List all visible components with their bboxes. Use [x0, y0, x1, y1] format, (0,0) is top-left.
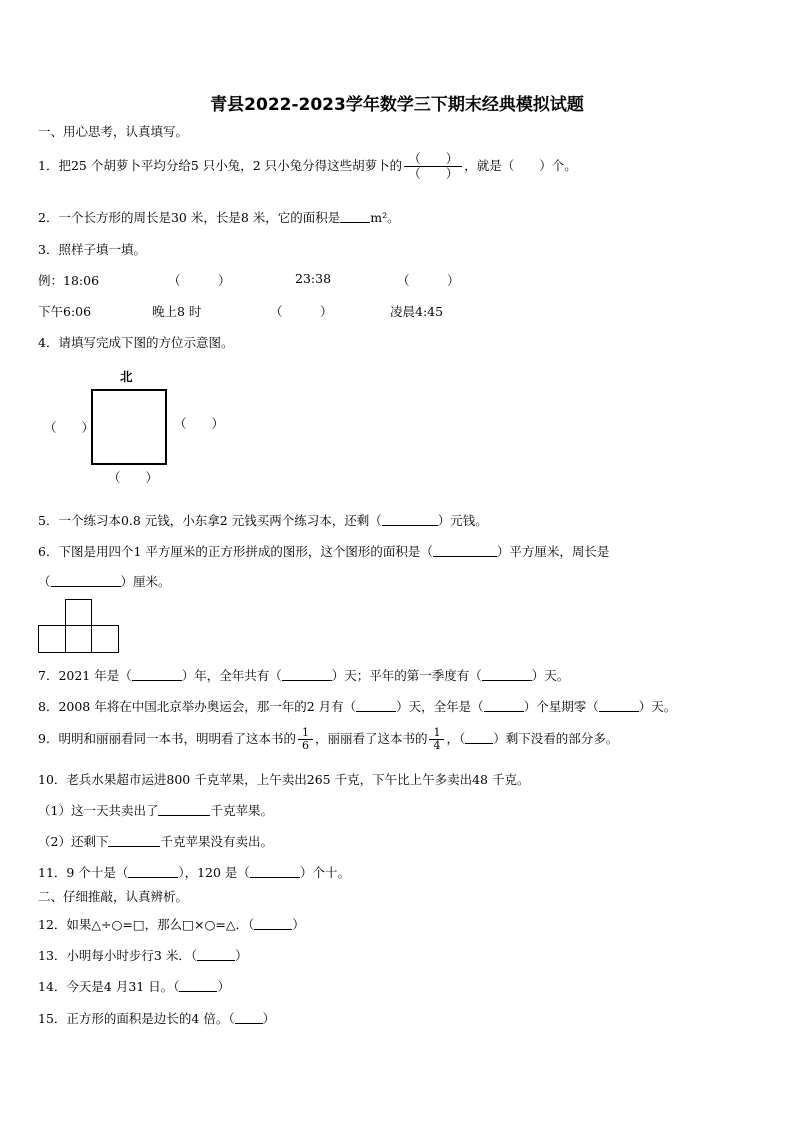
answer-blank[interactable]: （ ） [397, 273, 460, 288]
question-1: 1．把25 个胡萝卜平均分给5 只小兔，2 只小兔分得这些胡萝卜的 $\frac{( )}{( )}$ ，就是（ ）个。 [38, 151, 577, 181]
question-10-part-2: （2）还剩下 千克苹果没有卖出。 [38, 834, 273, 849]
fraction-answer[interactable]: $\frac{( )}{( )}$ [404, 152, 462, 181]
question-6-cont: （ ）厘米。 [38, 574, 171, 589]
question-2: 2．一个长方形的周长是30 米，长是8 米，它的面积是 m²。 [38, 210, 400, 225]
answer-blank[interactable] [484, 699, 524, 712]
south-answer[interactable]: （ ） [108, 470, 159, 485]
answer-blank[interactable] [158, 803, 210, 816]
question-4: 4．请填写完成下图的方位示意图。 [38, 335, 234, 350]
q3-example: 例：18:06 [38, 273, 100, 288]
question-7: 7．2021 年是（ ）年，全年共有（ ）天；平年的第一季度有（ ）天。 [38, 668, 570, 683]
answer-blank[interactable] [132, 668, 182, 681]
question-10-part-1: （1）这一天共卖出了 千克苹果。 [38, 803, 273, 818]
unit-square [65, 599, 92, 626]
answer-blank[interactable] [382, 513, 438, 526]
question-6: 6．下图是用四个1 平方厘米的正方形拼成的图形，这个图形的面积是（ ）平方厘米，周长是 [38, 544, 610, 559]
q3-time: 凌晨4:45 [390, 304, 444, 319]
question-14: 14．今天是4 月31 日。（ ） [38, 979, 230, 994]
unit-square [91, 625, 119, 653]
question-9: 9．明明和丽丽看同一本书，明明看了这本书的 $\frac{1}{6}$ ，丽丽看了这本书的 $\frac{1}{4}$ ，（ ）剩下没看的部分多。 [38, 726, 619, 752]
unit-square [38, 625, 66, 653]
answer-blank[interactable]: （ ） [270, 304, 333, 319]
answer-blank[interactable] [356, 699, 396, 712]
answer-blank[interactable] [254, 917, 292, 930]
direction-square [91, 389, 167, 465]
answer-blank[interactable] [179, 979, 217, 992]
question-12: 12．如果△÷○=□，那么□×○=△．（ ） [38, 917, 305, 932]
q3-time: 晚上8 时 [152, 304, 202, 319]
answer-blank[interactable] [51, 574, 121, 587]
question-10: 10．老兵水果超市运进800 千克苹果，上午卖出265 千克，下午比上午多卖出48 千克。 [38, 772, 530, 787]
question-13: 13．小明每小时步行3 米．（ ） [38, 948, 248, 963]
section-1-heading: 一、用心思考，认真填写。 [38, 124, 189, 139]
q3-time: 23:38 [295, 271, 332, 286]
answer-blank[interactable] [465, 731, 493, 744]
north-label: 北 [120, 369, 133, 384]
answer-blank[interactable] [197, 948, 235, 961]
q3-time: 下午6:06 [38, 304, 92, 319]
question-15: 15．正方形的面积是边长的4 倍。（ ） [38, 1011, 276, 1026]
fraction-one-sixth: $\frac{1}{6}$ [298, 727, 313, 752]
answer-blank[interactable] [482, 668, 532, 681]
answer-blank[interactable]: （ ） [168, 273, 231, 288]
answer-blank[interactable] [108, 834, 160, 847]
west-answer[interactable]: （ ） [44, 420, 95, 435]
question-11: 11．9 个十是（ ），120 是（ ）个十。 [38, 865, 350, 880]
unit-square [65, 625, 92, 653]
page-title: 青县2022-2023学年数学三下期末经典模拟试题 [210, 95, 584, 115]
east-answer[interactable]: （ ） [174, 416, 225, 431]
answer-blank[interactable] [340, 210, 370, 223]
section-2-heading: 二、仔细推敲，认真辨析。 [38, 889, 189, 904]
answer-blank[interactable] [128, 865, 178, 878]
answer-blank[interactable] [433, 544, 497, 557]
answer-blank[interactable] [250, 865, 300, 878]
question-8: 8．2008 年将在中国北京举办奥运会，那一年的2 月有（ ）天，全年是（ ）个星期零（ ）天。 [38, 699, 677, 714]
question-5: 5．一个练习本0.8 元钱，小东拿2 元钱买两个练习本，还剩（ ）元钱。 [38, 513, 488, 528]
answer-blank[interactable] [235, 1011, 263, 1024]
fraction-one-quarter: $\frac{1}{4}$ [429, 727, 444, 752]
answer-blank[interactable] [599, 699, 639, 712]
answer-blank[interactable] [282, 668, 332, 681]
question-3: 3．照样子填一填。 [38, 242, 146, 257]
